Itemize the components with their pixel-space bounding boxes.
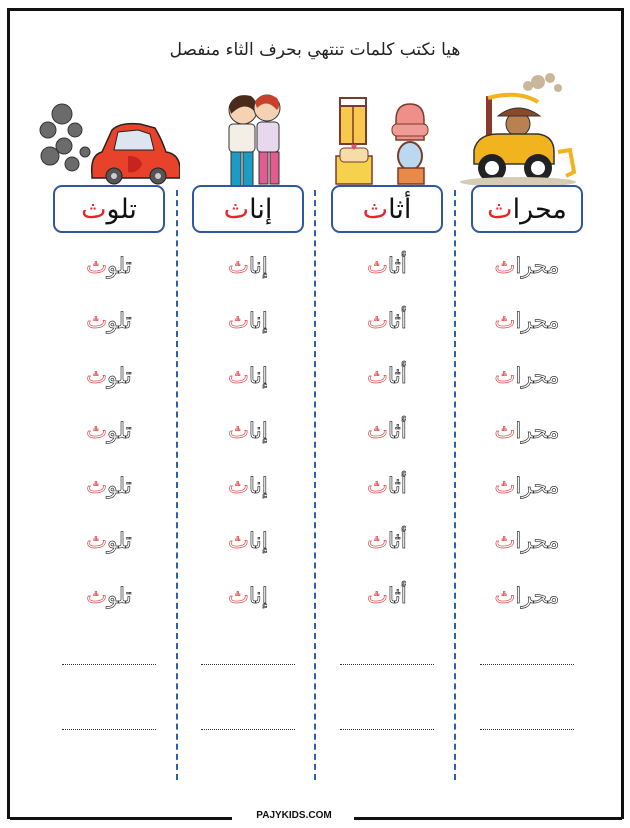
trace-word: إنا ث: [228, 529, 268, 554]
word-base: أثا: [388, 193, 412, 225]
trace-word: تلو ث: [86, 419, 132, 444]
trace-word: أثا ث: [367, 584, 407, 609]
word-base: إنا: [249, 193, 273, 225]
trace-word: تلو ث: [86, 584, 132, 609]
word-box: [471, 185, 583, 233]
column-divider: [176, 190, 178, 780]
trace-word: إنا ث: [228, 584, 268, 609]
column-mihrath: [471, 185, 583, 730]
trace-word: تلو ث: [86, 254, 132, 279]
word-box: [192, 185, 304, 233]
trace-word: تلو ث: [86, 309, 132, 334]
trace-word: تلو ث: [86, 364, 132, 389]
trace-word: إنا ث: [228, 419, 268, 444]
word-base: تلو: [106, 193, 137, 225]
trace-word: محرا ث: [494, 419, 560, 444]
writing-line[interactable]: [480, 729, 574, 730]
footer-brand: PAJYKIDS.COM: [256, 810, 332, 821]
trace-word: أثا ث: [367, 364, 407, 389]
footer-rule: [354, 817, 622, 820]
trace-word: أثا ث: [367, 474, 407, 499]
trace-word: محرا ث: [494, 254, 560, 279]
writing-line[interactable]: [340, 729, 434, 730]
girls-illustration: [205, 88, 305, 188]
word-box: [331, 185, 443, 233]
trace-word: تلو ث: [86, 529, 132, 554]
column-inath: [192, 185, 304, 730]
trace-word: إنا ث: [228, 254, 268, 279]
trace-word: محرا ث: [494, 474, 560, 499]
trace-word: أثا ث: [367, 529, 407, 554]
word-letter: ث: [362, 193, 389, 225]
trace-word: أثا ث: [367, 419, 407, 444]
trace-word: تلو ث: [86, 474, 132, 499]
word-letter: ث: [487, 193, 513, 225]
column-divider: [314, 190, 316, 780]
trace-list: [331, 239, 443, 624]
trace-list: [192, 239, 304, 624]
column-divider: [454, 190, 456, 780]
trace-word: محرا ث: [494, 584, 560, 609]
column-athath: [331, 185, 443, 730]
column-talawuth: [53, 185, 165, 730]
word-letter: ث: [223, 193, 250, 225]
trace-word: إنا ث: [228, 364, 268, 389]
trace-word: إنا ث: [228, 309, 268, 334]
trace-word: إنا ث: [228, 474, 268, 499]
writing-line[interactable]: [201, 729, 295, 730]
trace-list: [471, 239, 583, 624]
trace-word: محرا ث: [494, 309, 560, 334]
footer-rule: [10, 817, 232, 820]
furniture-illustration: [334, 92, 434, 188]
word-letter: ث: [81, 193, 107, 225]
trace-word: أثا ث: [367, 309, 407, 334]
writing-line[interactable]: [62, 729, 156, 730]
tractor-illustration: [458, 72, 588, 188]
trace-word: محرا ث: [494, 529, 560, 554]
trace-word: أثا ث: [367, 254, 407, 279]
word-box: [53, 185, 165, 233]
car-illustration: [30, 100, 180, 186]
trace-word: محرا ث: [494, 364, 560, 389]
trace-list: [53, 239, 165, 624]
worksheet-title: هيا نكتب كلمات تنتهي بحرف الثاء منفصل: [169, 40, 461, 60]
word-base: محرا: [512, 193, 567, 225]
